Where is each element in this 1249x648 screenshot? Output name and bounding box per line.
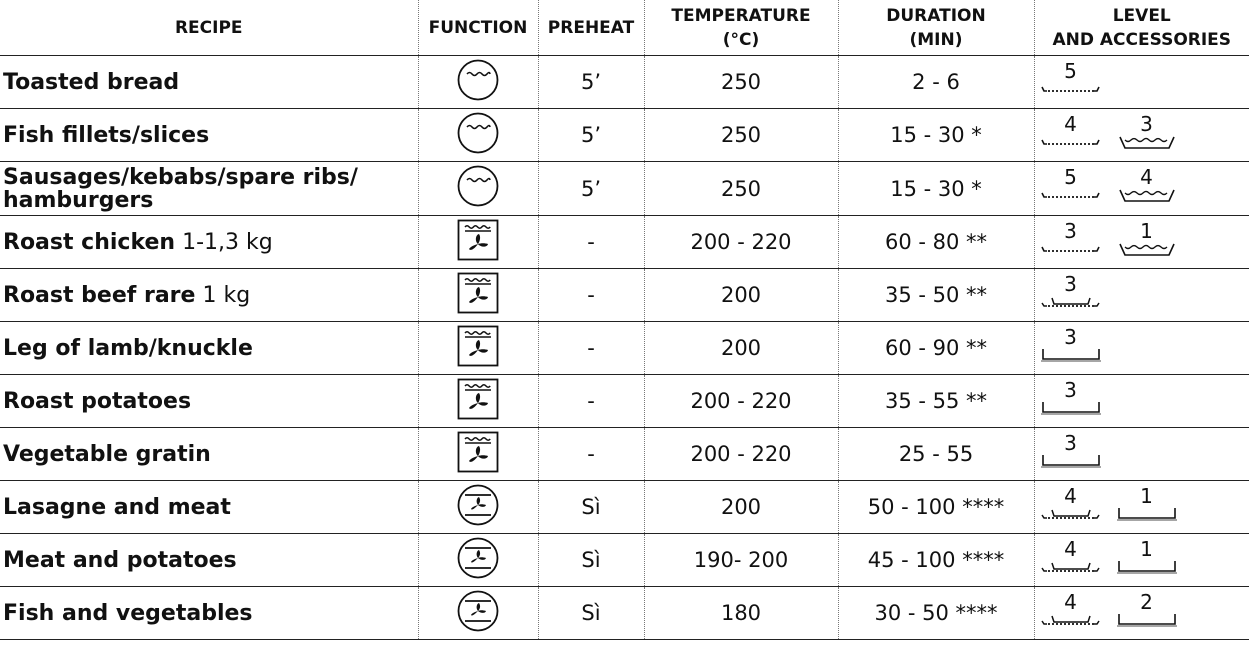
- duration-cell: 60 - 90 **: [838, 322, 1034, 375]
- accessory: [1115, 485, 1179, 521]
- function-cell: [418, 481, 538, 534]
- function-cell: [418, 322, 538, 375]
- recipe-cell: [0, 109, 418, 162]
- duration-cell: 60 - 80 **: [838, 216, 1034, 269]
- temperature-cell: 250: [644, 162, 838, 216]
- preheat-cell: -: [538, 428, 644, 481]
- duration-cell: 2 - 6: [838, 56, 1034, 109]
- table-row: [0, 428, 1249, 481]
- preheat-cell: -: [538, 375, 644, 428]
- level-cell: [1034, 428, 1249, 481]
- preheat-cell: 5’: [538, 162, 644, 216]
- temperature-cell: 200: [644, 481, 838, 534]
- table-row: [0, 534, 1249, 587]
- shelf-level: 5: [1064, 59, 1077, 83]
- recipe-cell: [0, 428, 418, 481]
- wire-shelf-icon: [1039, 188, 1103, 200]
- temperature-cell: 190- 200: [644, 534, 838, 587]
- preheat-cell: -: [538, 322, 644, 375]
- accessory: [1039, 166, 1103, 200]
- baking-tray-icon: [1115, 507, 1179, 521]
- table-row: [0, 56, 1249, 109]
- turbo-grill-icon: [457, 219, 499, 266]
- duration-cell: 30 - 50 ****: [838, 587, 1034, 640]
- header-duration: DURATION (MIN): [838, 0, 1034, 56]
- level-cell: [1034, 56, 1249, 109]
- table-row: [0, 375, 1249, 428]
- level-cell: [1034, 534, 1249, 587]
- accessory: [1115, 538, 1179, 574]
- temperature-cell: 200 - 220: [644, 216, 838, 269]
- recipe-name: Lasagne and meat: [3, 494, 231, 520]
- header-level: LEVEL AND ACCESSORIES: [1034, 0, 1249, 56]
- function-cell: [418, 587, 538, 640]
- shelf-level: 3: [1140, 112, 1153, 136]
- shelf-level: 2: [1140, 590, 1153, 614]
- preheat-cell: -: [538, 216, 644, 269]
- wire-shelf-icon: [1039, 242, 1103, 254]
- shelf-level: 3: [1064, 378, 1077, 402]
- shelf-level: 1: [1140, 219, 1153, 243]
- accessory: [1039, 113, 1103, 147]
- level-cell: [1034, 322, 1249, 375]
- duration-cell: 15 - 30 *: [838, 109, 1034, 162]
- recipe-cell: [0, 56, 418, 109]
- recipe-cell: [0, 162, 418, 216]
- header-temperature: TEMPERATURE (°C): [644, 0, 838, 56]
- baking-tray-icon: [1039, 454, 1103, 468]
- grill-icon: [456, 58, 500, 107]
- drip-tray-icon: [1115, 135, 1179, 151]
- table-row: [0, 269, 1249, 322]
- shelf-level: 4: [1140, 165, 1153, 189]
- temperature-cell: 200 - 220: [644, 375, 838, 428]
- shelf-with-pan-icon: [1039, 295, 1103, 309]
- recipe-weight: 1 kg: [195, 282, 251, 308]
- recipe-name: Vegetable gratin: [3, 441, 211, 467]
- shelf-with-pan-icon: [1039, 613, 1103, 627]
- function-cell: [418, 216, 538, 269]
- baking-tray-icon: [1039, 401, 1103, 415]
- recipe-weight: 1-1,3 kg: [175, 229, 273, 255]
- multilevel-icon: [456, 589, 500, 638]
- function-cell: [418, 56, 538, 109]
- shelf-level: 3: [1064, 431, 1077, 455]
- table-row: [0, 109, 1249, 162]
- multilevel-icon: [456, 483, 500, 532]
- preheat-cell: Sì: [538, 534, 644, 587]
- level-cell: [1034, 216, 1249, 269]
- level-cell: [1034, 587, 1249, 640]
- temperature-cell: 180: [644, 587, 838, 640]
- header-function: FUNCTION: [418, 0, 538, 56]
- accessory: [1039, 485, 1103, 521]
- recipe-name: Fish fillets/slices: [3, 122, 210, 148]
- shelf-level: 4: [1064, 112, 1077, 136]
- accessory: [1115, 220, 1179, 258]
- level-cell: [1034, 481, 1249, 534]
- accessory: [1039, 432, 1103, 468]
- table-row: [0, 481, 1249, 534]
- accessory: [1115, 166, 1179, 204]
- preheat-cell: 5’: [538, 56, 644, 109]
- recipe-name: Roast beef rare: [3, 282, 196, 308]
- drip-tray-icon: [1115, 242, 1179, 258]
- accessory: [1039, 591, 1103, 627]
- function-cell: [418, 428, 538, 481]
- accessory: [1039, 220, 1103, 254]
- table-row: [0, 587, 1249, 640]
- function-cell: [418, 375, 538, 428]
- recipe-name: Roast potatoes: [3, 388, 192, 414]
- baking-tray-icon: [1115, 560, 1179, 574]
- shelf-level: 1: [1140, 484, 1153, 508]
- shelf-level: 4: [1064, 537, 1077, 561]
- temperature-cell: 250: [644, 109, 838, 162]
- shelf-level: 4: [1064, 590, 1077, 614]
- accessory: [1115, 113, 1179, 151]
- turbo-grill-icon: [457, 272, 499, 319]
- temperature-cell: 250: [644, 56, 838, 109]
- duration-cell: 15 - 30 *: [838, 162, 1034, 216]
- recipe-cell: [0, 481, 418, 534]
- level-cell: [1034, 109, 1249, 162]
- recipe-cell: [0, 587, 418, 640]
- shelf-level: 3: [1064, 272, 1077, 296]
- turbo-grill-icon: [457, 325, 499, 372]
- shelf-level: 5: [1064, 165, 1077, 189]
- recipe-name: Meat and potatoes: [3, 547, 237, 573]
- shelf-level: 1: [1140, 537, 1153, 561]
- shelf-with-pan-icon: [1039, 507, 1103, 521]
- multilevel-icon: [456, 536, 500, 585]
- recipe-name: Sausages/kebabs/spare ribs/: [3, 164, 358, 190]
- turbo-grill-icon: [457, 431, 499, 478]
- turbo-grill-icon: [457, 378, 499, 425]
- accessory: [1039, 379, 1103, 415]
- duration-cell: 35 - 55 **: [838, 375, 1034, 428]
- level-cell: [1034, 269, 1249, 322]
- shelf-level: 3: [1064, 219, 1077, 243]
- duration-cell: 50 - 100 ****: [838, 481, 1034, 534]
- recipe-name: Fish and vegetables: [3, 600, 253, 626]
- accessory: [1039, 60, 1103, 94]
- accessory: [1039, 538, 1103, 574]
- baking-tray-icon: [1039, 348, 1103, 362]
- recipe-cell: [0, 534, 418, 587]
- level-cell: [1034, 375, 1249, 428]
- function-cell: [418, 269, 538, 322]
- preheat-cell: 5’: [538, 109, 644, 162]
- baking-tray-icon: [1115, 613, 1179, 627]
- preheat-cell: -: [538, 269, 644, 322]
- recipe-cell: [0, 269, 418, 322]
- header-recipe: RECIPE: [174, 17, 243, 38]
- recipe-cell: [0, 216, 418, 269]
- recipe-name-continued: hamburgers: [3, 187, 154, 213]
- grill-icon: [456, 164, 500, 213]
- duration-cell: 45 - 100 ****: [838, 534, 1034, 587]
- recipe-name: Toasted bread: [3, 69, 180, 95]
- temperature-cell: 200: [644, 269, 838, 322]
- accessory: [1115, 591, 1179, 627]
- level-cell: [1034, 162, 1249, 216]
- accessory: [1039, 273, 1103, 309]
- wire-shelf-icon: [1039, 135, 1103, 147]
- recipe-cell: [0, 322, 418, 375]
- wire-shelf-icon: [1039, 82, 1103, 94]
- header-row: [0, 0, 1249, 56]
- recipe-name: Leg of lamb/knuckle: [3, 335, 253, 361]
- grill-icon: [456, 111, 500, 160]
- table-row: [0, 216, 1249, 269]
- duration-cell: 35 - 50 **: [838, 269, 1034, 322]
- recipe-name: Roast chicken: [3, 229, 176, 255]
- preheat-cell: Sì: [538, 481, 644, 534]
- header-preheat: PREHEAT: [538, 0, 644, 56]
- function-cell: [418, 534, 538, 587]
- shelf-level: 4: [1064, 484, 1077, 508]
- accessory: [1039, 326, 1103, 362]
- table-row: [0, 322, 1249, 375]
- recipe-cell: [0, 375, 418, 428]
- table-row: [0, 162, 1249, 216]
- function-cell: [418, 109, 538, 162]
- temperature-cell: 200: [644, 322, 838, 375]
- shelf-with-pan-icon: [1039, 560, 1103, 574]
- duration-cell: 25 - 55: [838, 428, 1034, 481]
- drip-tray-icon: [1115, 188, 1179, 204]
- shelf-level: 3: [1064, 325, 1077, 349]
- temperature-cell: 200 - 220: [644, 428, 838, 481]
- function-cell: [418, 162, 538, 216]
- preheat-cell: Sì: [538, 587, 644, 640]
